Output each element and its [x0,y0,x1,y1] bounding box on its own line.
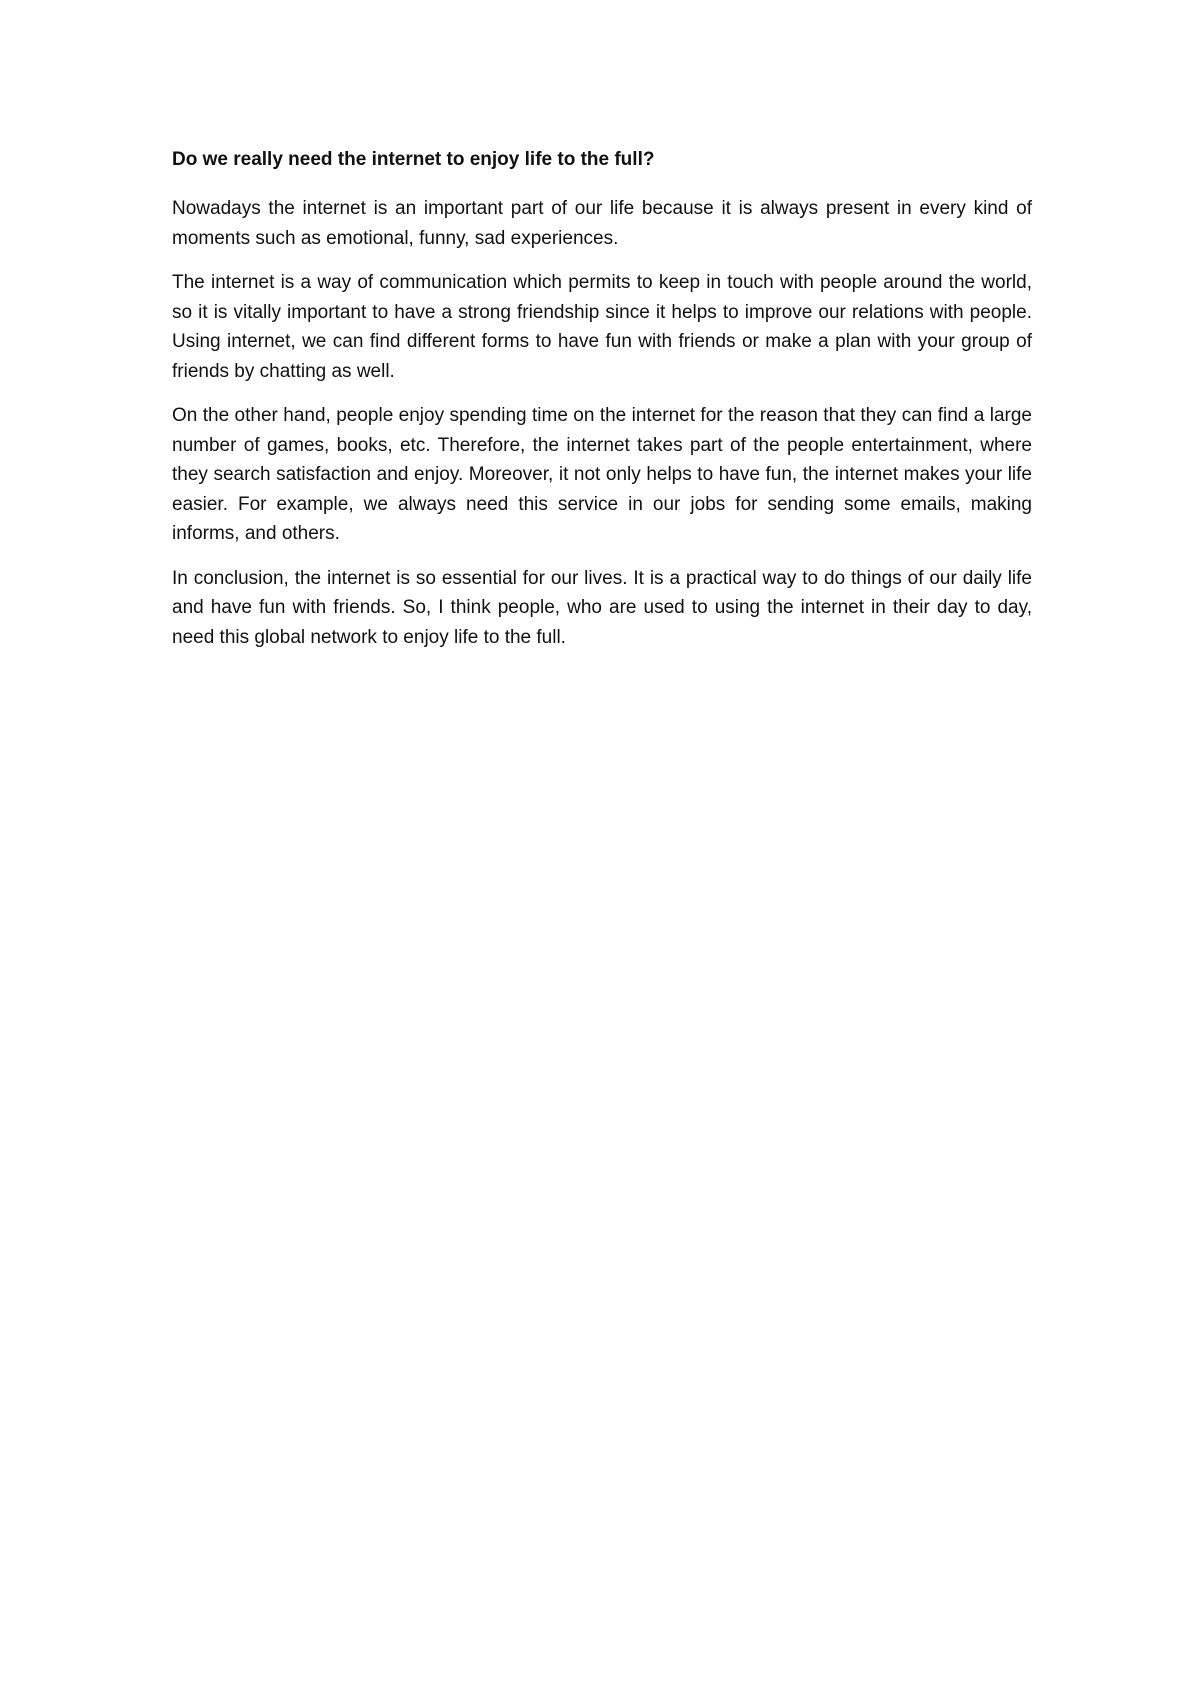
paragraph-intro: Nowadays the internet is an important part of our life because it is always present in every kind of moments such as emotional, funny, sad experiences. [172,198,1032,249]
paragraph-conclusion: In conclusion, the internet is so essential for our lives. It is a practical way to do things of our daily life and have fun with friends. So, I think people, who are used to using the internet in their day to day, need this global network to enjoy life to the full. [172,567,1032,648]
paragraph-communication: The internet is a way of communication which permits to keep in touch with people around the world, so it is vitally important to have a strong friendship since it helps to improve our relations with people. Using internet, we can find different forms to have fun with friends or make a plan with your group of friends by chatting as well. [172,272,1032,382]
paragraph-entertainment: On the other hand, people enjoy spending time on the internet for the reason that they can find a large number of games, books, etc. Therefore, the internet takes part of the people entertainment, where they search satisfaction and enjoy. Moreover, it not only helps to have fun, the internet makes your life easier. For example, we always need this service in our jobs for sending some emails, making informs, and others. [172,405,1032,544]
document-body [172,145,1032,667]
document-title: Do we really need the internet to enjoy life to the full? [172,149,655,170]
